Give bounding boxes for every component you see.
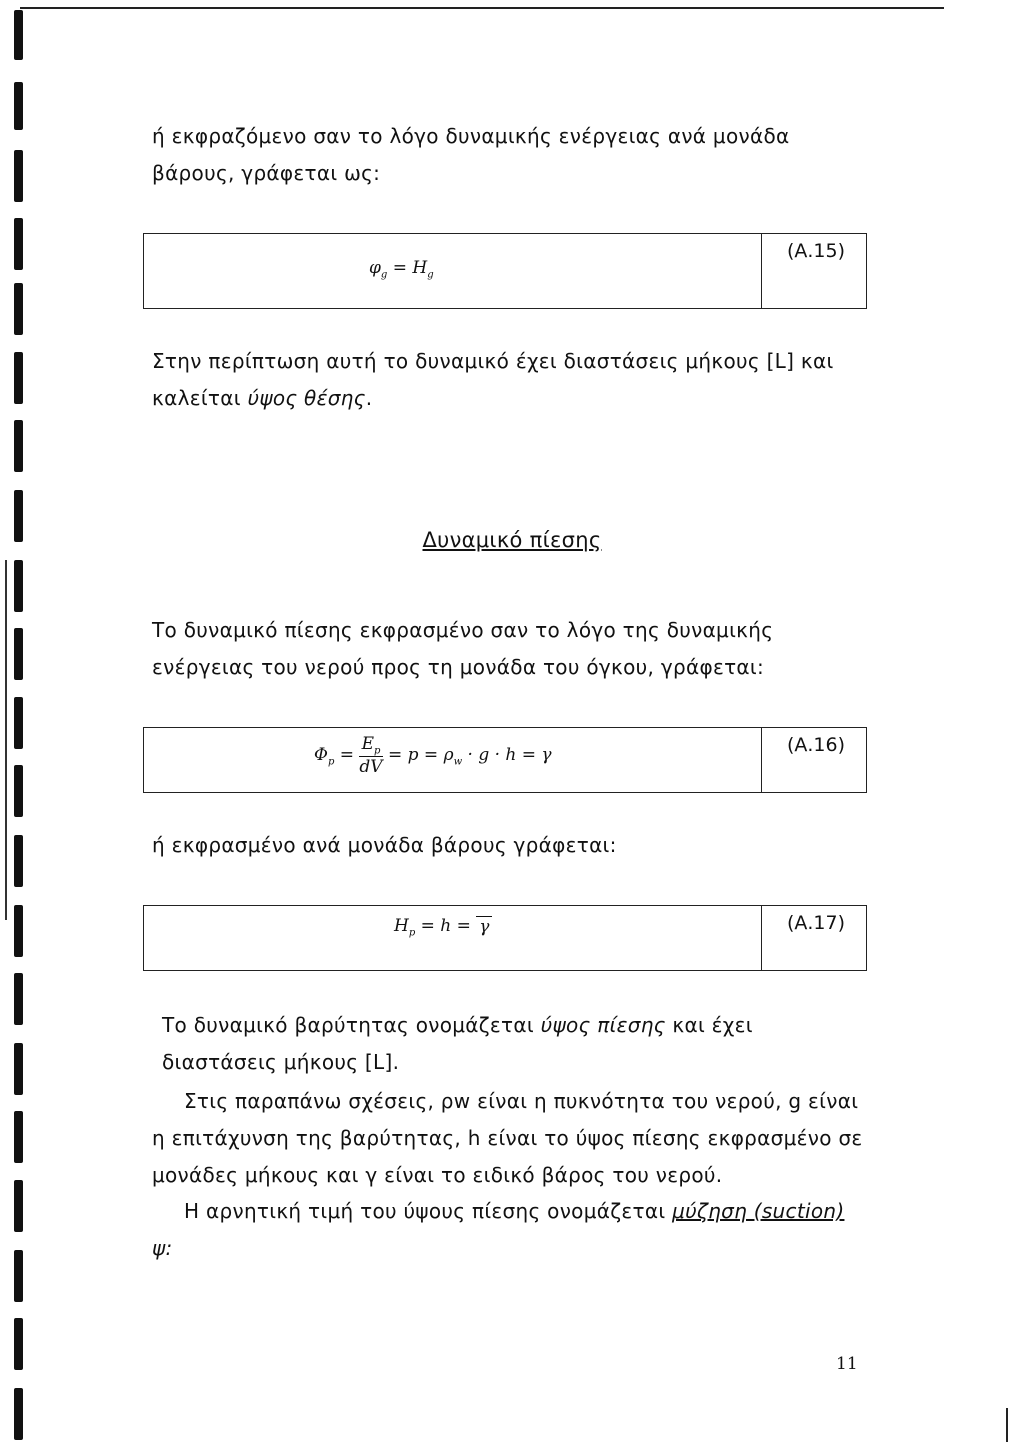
page-number: 11	[836, 1354, 858, 1374]
top-rule	[20, 7, 944, 9]
paragraph-6: Στις παραπάνω σχέσεις, ρw είναι η πυκνότητα του νερού, g είναι η επιτάχυνση της βαρύτητας, h είναι το ύψος πίεσης εκφρασμένο σε μονάδες μήκους και γ είναι το ειδικό βάρος του νερού.	[152, 1089, 863, 1187]
equation-a15-box	[143, 233, 867, 309]
term-elevation-head: ύψος θέσης	[247, 386, 366, 410]
equation-a16-box	[143, 727, 867, 793]
paragraph-7: Η αρνητική τιμή του ύψους πίεσης ονομάζεται μύζηση (suction) ψ:	[152, 1199, 845, 1260]
equation-number: (Α.15)	[786, 240, 846, 262]
term-pressure-head: ύψος πίεσης	[540, 1013, 666, 1037]
equation-number: (Α.16)	[786, 734, 846, 756]
paragraph-2: Στην περίπτωση αυτή το δυναμικό έχει διαστάσεις μήκους [L] και καλείται ύψος θέσης.	[152, 349, 834, 410]
equation-number: (Α.17)	[786, 912, 846, 934]
section-heading: Δυναμικό πίεσης	[422, 528, 602, 552]
equation-a17: $H_p = h$ = γ	[394, 916, 492, 938]
equation-a15: $\varphi_g = H_g$	[369, 258, 434, 281]
edge-mark	[1006, 1408, 1008, 1442]
term-suction: μύζηση (suction)	[672, 1199, 845, 1223]
paragraph-1: ή εκφραζόμενο σαν το λόγο δυναμικής ενέργειας ανά μονάδα βάρους, γράφεται ως:	[152, 124, 790, 185]
paragraph-3: Το δυναμικό πίεσης εκφρασμένο σαν το λόγο της δυναμικής ενέργειας του νερού προς τη μονάδα του όγκου, γράφεται:	[152, 618, 774, 679]
paragraph-5: Το δυναμικό βαρύτητας ονομάζεται ύψος πίεσης και έχει διαστάσεις μήκους [L].	[162, 1013, 753, 1074]
paragraph-4: ή εκφρασμένο ανά μονάδα βάρους γράφεται:	[152, 833, 617, 857]
equation-a16: $\Phi_p$ = $\frac{E_p}{dV}$ = $p = \rho_w \cdot g \cdot h = \gamma$	[314, 734, 552, 778]
equation-a17-box	[143, 905, 867, 971]
